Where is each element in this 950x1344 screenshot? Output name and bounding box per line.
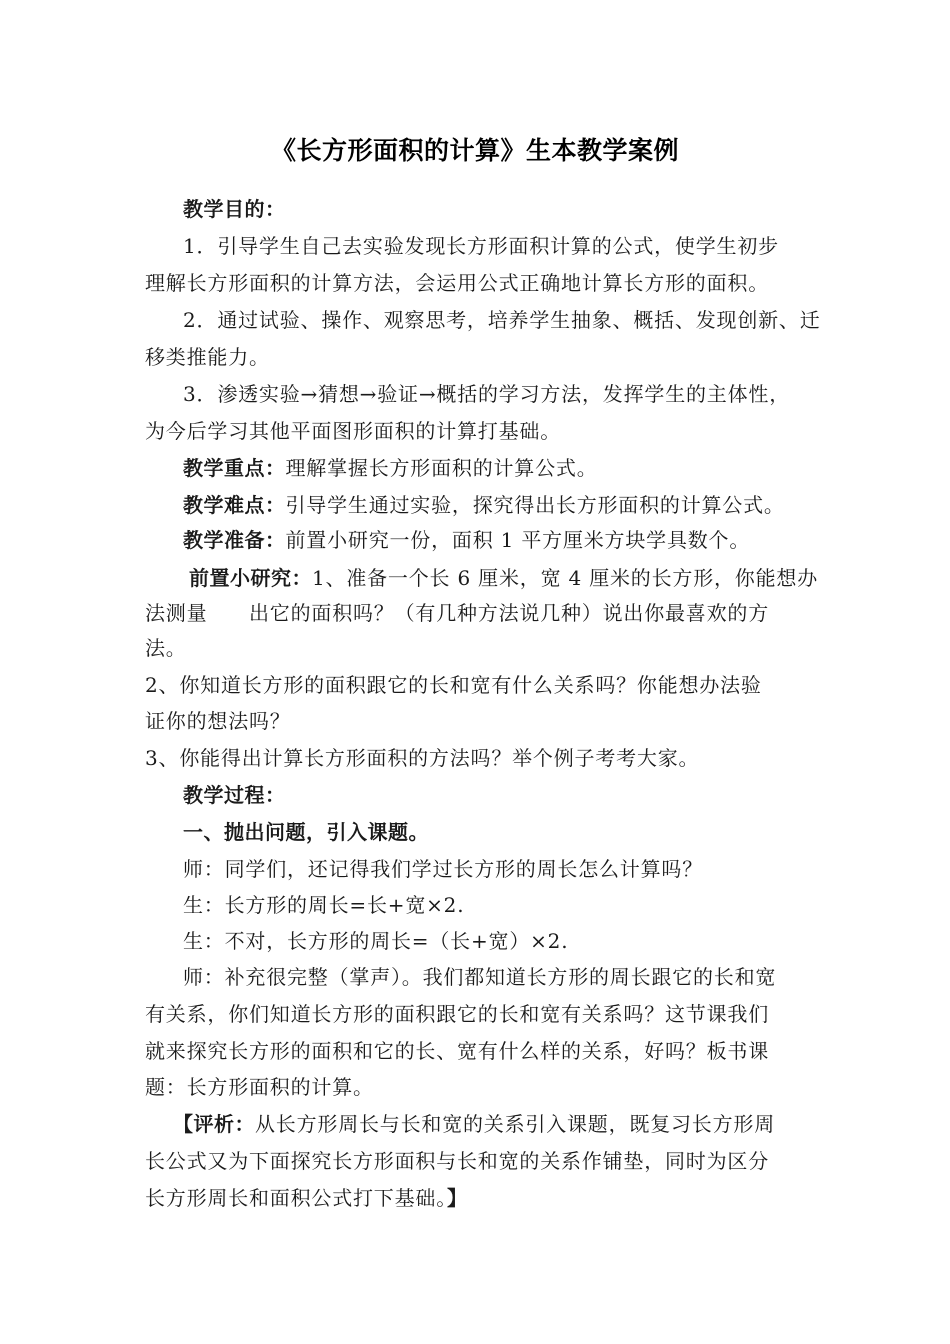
- comment-line-3: 长方形周长和面积公式打下基础。: [145, 1186, 447, 1210]
- pre-study-q1-line-1: 1、准备一个长 6 厘米，宽 4 厘米的长方形，你能想办: [312, 566, 819, 590]
- dialogue-4-line-2: 有关系，你们知道长方形的面积跟它的长和宽有关系吗？这节课我们: [145, 1002, 769, 1026]
- comment-label: 【评析：: [173, 1112, 255, 1136]
- comment-paragraph: [173, 1109, 853, 1139]
- key-point-paragraph: [183, 453, 863, 483]
- key-point-label: 教学重点：: [183, 456, 286, 480]
- objective-1-line-2: 理解长方形面积的计算方法，会运用公式正确地计算长方形的面积。: [145, 271, 769, 295]
- pre-study-q2-line-1: 2、你知道长方形的面积跟它的长和宽有什么关系吗？你能想办法验: [145, 673, 762, 697]
- pre-study-q1-line-2: 法测量 出它的面积吗？（有几种方法说几种）说出你最喜欢的方: [145, 601, 769, 625]
- dialogue-4-line-3: 就来探究长方形的面积和它的长、宽有什么样的关系，好吗？板书课: [145, 1039, 769, 1063]
- objective-3-line-1: 3．渗透实验→猜想→验证→概括的学习方法，发挥学生的主体性，: [183, 382, 790, 406]
- difficulty-paragraph: [183, 490, 863, 520]
- comment-line-1: 从长方形周长与长和宽的关系引入课题，既复习长方形周: [255, 1112, 775, 1136]
- dialogue-1: 师：同学们，还记得我们学过长方形的周长怎么计算吗？: [183, 857, 703, 881]
- objective-2-line-1: 2．通过试验、操作、观察思考，培养学生抽象、概括、发现创新、迁: [183, 308, 821, 332]
- comment-line-3-container: [145, 1183, 825, 1213]
- pre-study-paragraph: [189, 563, 869, 593]
- objective-2-line-2: 移类推能力。: [145, 345, 270, 369]
- objective-1-line-1: 1．引导学生自己去实验发现长方形面积计算的公式，使学生初步: [183, 234, 779, 258]
- dialogue-4-line-4: 题：长方形面积的计算。: [145, 1075, 374, 1099]
- difficulty-label: 教学难点：: [183, 493, 286, 517]
- dialogue-3: 生：不对，长方形的周长=（长+宽）×2.: [183, 929, 569, 953]
- pre-study-q1-line-3: 法。: [145, 636, 187, 660]
- objective-3-line-2: 为今后学习其他平面图形面积的计算打基础。: [145, 419, 561, 443]
- dialogue-2: 生：长方形的周长=长+宽×2.: [183, 893, 465, 917]
- pre-study-q3: 3、你能得出计算长方形面积的方法吗？举个例子考考大家。: [145, 746, 700, 770]
- preparation-text: 前置小研究一份，面积 1 平方厘米方块学具数个。: [285, 528, 751, 552]
- difficulty-text: 引导学生通过实验，探究得出长方形面积的计算公式。: [285, 493, 785, 517]
- pre-study-label: 前置小研究：: [189, 566, 312, 590]
- preparation-paragraph: [183, 525, 863, 555]
- dialogue-4-line-1: 师：补充很完整（掌声）。我们都知道长方形的周长跟它的长和宽: [183, 965, 777, 989]
- preparation-label: 教学准备：: [183, 528, 286, 552]
- key-point-text: 理解掌握长方形面积的计算公式。: [285, 456, 598, 480]
- document-title: 《长方形面积的计算》生本教学案例: [270, 136, 679, 165]
- objectives-heading: 教学目的：: [183, 197, 286, 221]
- section-1-heading: 一、抛出问题，引入课题。: [183, 820, 429, 844]
- pre-study-q2-line-2: 证你的想法吗？: [145, 709, 291, 733]
- comment-end-bracket: 】: [447, 1186, 468, 1210]
- comment-line-2: 长公式又为下面探究长方形面积与长和宽的关系作铺垫，同时为区分: [145, 1149, 769, 1173]
- process-heading: 教学过程：: [183, 783, 286, 807]
